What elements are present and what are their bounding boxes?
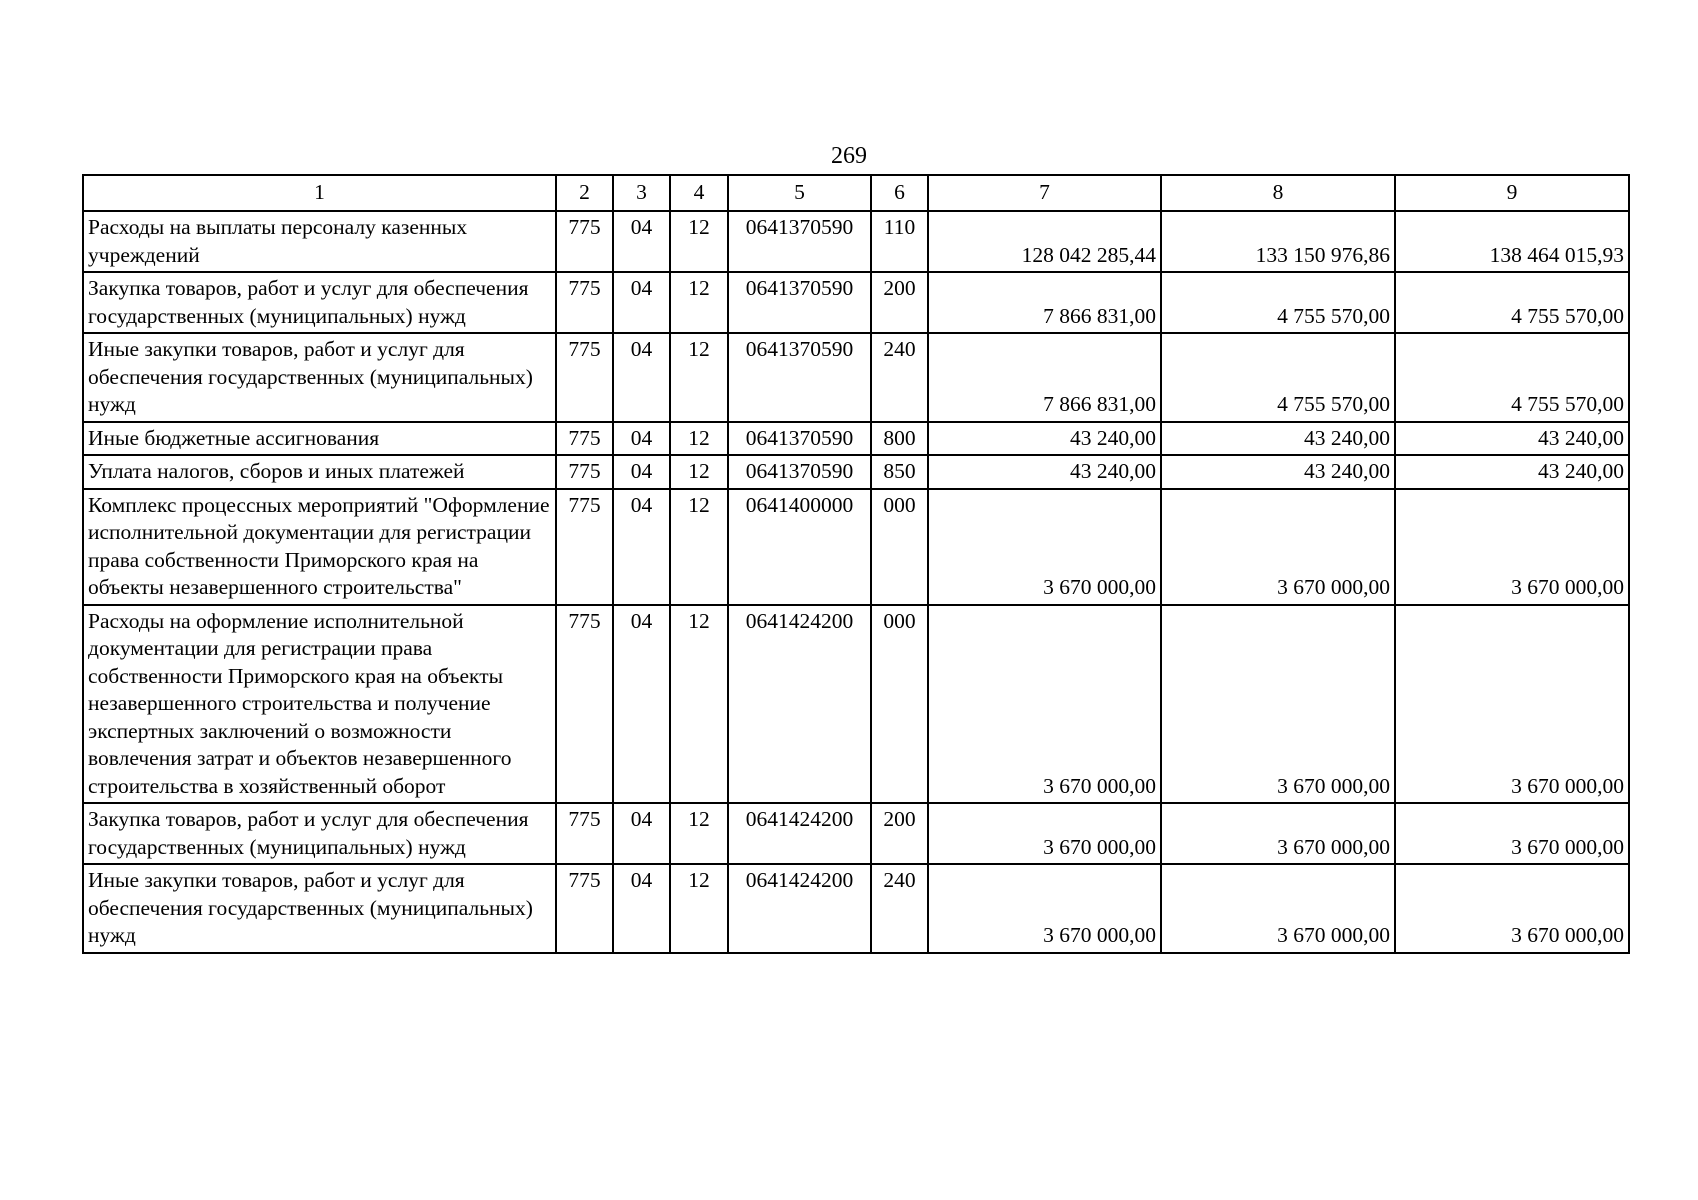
cell-col-4: 12 xyxy=(670,422,728,456)
cell-col-5: 0641370590 xyxy=(728,333,871,422)
cell-col-4: 12 xyxy=(670,605,728,804)
amount-col-8: 3 670 000,00 xyxy=(1161,489,1395,605)
amount-col-7: 7 866 831,00 xyxy=(928,333,1161,422)
cell-col-6: 240 xyxy=(871,333,928,422)
cell-col-5: 0641370590 xyxy=(728,272,871,333)
table-row xyxy=(83,864,1629,953)
cell-col-6: 240 xyxy=(871,864,928,953)
row-name: Иные бюджетные ассигнования xyxy=(83,422,556,456)
cell-col-2: 775 xyxy=(556,211,613,272)
table-row xyxy=(83,605,1629,804)
budget-table xyxy=(82,174,1630,954)
cell-col-3: 04 xyxy=(613,455,670,489)
amount-col-9: 3 670 000,00 xyxy=(1395,803,1629,864)
header-row xyxy=(83,175,1629,211)
amount-col-8: 3 670 000,00 xyxy=(1161,605,1395,804)
amount-col-7: 128 042 285,44 xyxy=(928,211,1161,272)
cell-col-5: 0641400000 xyxy=(728,489,871,605)
cell-col-3: 04 xyxy=(613,864,670,953)
cell-col-2: 775 xyxy=(556,333,613,422)
cell-col-5: 0641424200 xyxy=(728,803,871,864)
amount-col-9: 4 755 570,00 xyxy=(1395,272,1629,333)
cell-col-5: 0641370590 xyxy=(728,211,871,272)
amount-col-8: 3 670 000,00 xyxy=(1161,864,1395,953)
cell-col-4: 12 xyxy=(670,803,728,864)
cell-col-6: 000 xyxy=(871,489,928,605)
amount-col-8: 43 240,00 xyxy=(1161,455,1395,489)
column-header-6: 6 xyxy=(871,175,928,211)
row-name: Расходы на оформление исполнительной документации для регистрации права собственности Приморского края на объекты незавершенного строительства и получение экспертных заключений о возможности вовлечения затрат и объектов незавершенного строительства в хозяйственный оборот xyxy=(83,605,556,804)
amount-col-7: 3 670 000,00 xyxy=(928,489,1161,605)
cell-col-6: 850 xyxy=(871,455,928,489)
column-header-9: 9 xyxy=(1395,175,1629,211)
cell-col-4: 12 xyxy=(670,864,728,953)
column-header-3: 3 xyxy=(613,175,670,211)
cell-col-2: 775 xyxy=(556,605,613,804)
amount-col-8: 43 240,00 xyxy=(1161,422,1395,456)
page-number: 269 xyxy=(831,143,867,169)
cell-col-6: 110 xyxy=(871,211,928,272)
amount-col-9: 43 240,00 xyxy=(1395,455,1629,489)
column-header-7: 7 xyxy=(928,175,1161,211)
row-name: Закупка товаров, работ и услуг для обеспечения государственных (муниципальных) нужд xyxy=(83,803,556,864)
column-header-2: 2 xyxy=(556,175,613,211)
cell-col-5: 0641424200 xyxy=(728,605,871,804)
column-header-5: 5 xyxy=(728,175,871,211)
amount-col-7: 3 670 000,00 xyxy=(928,864,1161,953)
table-row xyxy=(83,422,1629,456)
cell-col-4: 12 xyxy=(670,455,728,489)
amount-col-8: 3 670 000,00 xyxy=(1161,803,1395,864)
row-name: Расходы на выплаты персоналу казенных учреждений xyxy=(83,211,556,272)
table-row xyxy=(83,333,1629,422)
cell-col-2: 775 xyxy=(556,272,613,333)
cell-col-2: 775 xyxy=(556,489,613,605)
cell-col-6: 000 xyxy=(871,605,928,804)
row-name: Иные закупки товаров, работ и услуг для обеспечения государственных (муниципальных) нужд xyxy=(83,864,556,953)
table-row xyxy=(83,272,1629,333)
table-row xyxy=(83,211,1629,272)
table-row xyxy=(83,803,1629,864)
amount-col-7: 7 866 831,00 xyxy=(928,272,1161,333)
column-header-4: 4 xyxy=(670,175,728,211)
cell-col-6: 200 xyxy=(871,803,928,864)
amount-col-8: 133 150 976,86 xyxy=(1161,211,1395,272)
amount-col-9: 3 670 000,00 xyxy=(1395,605,1629,804)
cell-col-5: 0641370590 xyxy=(728,455,871,489)
amount-col-9: 138 464 015,93 xyxy=(1395,211,1629,272)
cell-col-4: 12 xyxy=(670,272,728,333)
cell-col-5: 0641424200 xyxy=(728,864,871,953)
cell-col-2: 775 xyxy=(556,864,613,953)
table-row xyxy=(83,489,1629,605)
cell-col-6: 200 xyxy=(871,272,928,333)
amount-col-9: 43 240,00 xyxy=(1395,422,1629,456)
amount-col-8: 4 755 570,00 xyxy=(1161,333,1395,422)
cell-col-4: 12 xyxy=(670,489,728,605)
cell-col-4: 12 xyxy=(670,333,728,422)
cell-col-3: 04 xyxy=(613,272,670,333)
cell-col-6: 800 xyxy=(871,422,928,456)
cell-col-3: 04 xyxy=(613,605,670,804)
amount-col-7: 43 240,00 xyxy=(928,422,1161,456)
cell-col-3: 04 xyxy=(613,333,670,422)
cell-col-3: 04 xyxy=(613,422,670,456)
cell-col-3: 04 xyxy=(613,211,670,272)
row-name: Комплекс процессных мероприятий "Оформление исполнительной документации для регистрации права собственности Приморского края на объекты незавершенного строительства" xyxy=(83,489,556,605)
row-name: Закупка товаров, работ и услуг для обеспечения государственных (муниципальных) нужд xyxy=(83,272,556,333)
cell-col-4: 12 xyxy=(670,211,728,272)
amount-col-7: 3 670 000,00 xyxy=(928,605,1161,804)
cell-col-3: 04 xyxy=(613,803,670,864)
table-row xyxy=(83,455,1629,489)
column-header-8: 8 xyxy=(1161,175,1395,211)
row-name: Иные закупки товаров, работ и услуг для обеспечения государственных (муниципальных) нужд xyxy=(83,333,556,422)
cell-col-3: 04 xyxy=(613,489,670,605)
cell-col-2: 775 xyxy=(556,422,613,456)
cell-col-2: 775 xyxy=(556,803,613,864)
cell-col-5: 0641370590 xyxy=(728,422,871,456)
column-header-1: 1 xyxy=(83,175,556,211)
amount-col-8: 4 755 570,00 xyxy=(1161,272,1395,333)
amount-col-9: 3 670 000,00 xyxy=(1395,864,1629,953)
cell-col-2: 775 xyxy=(556,455,613,489)
amount-col-9: 4 755 570,00 xyxy=(1395,333,1629,422)
row-name: Уплата налогов, сборов и иных платежей xyxy=(83,455,556,489)
amount-col-9: 3 670 000,00 xyxy=(1395,489,1629,605)
amount-col-7: 3 670 000,00 xyxy=(928,803,1161,864)
amount-col-7: 43 240,00 xyxy=(928,455,1161,489)
